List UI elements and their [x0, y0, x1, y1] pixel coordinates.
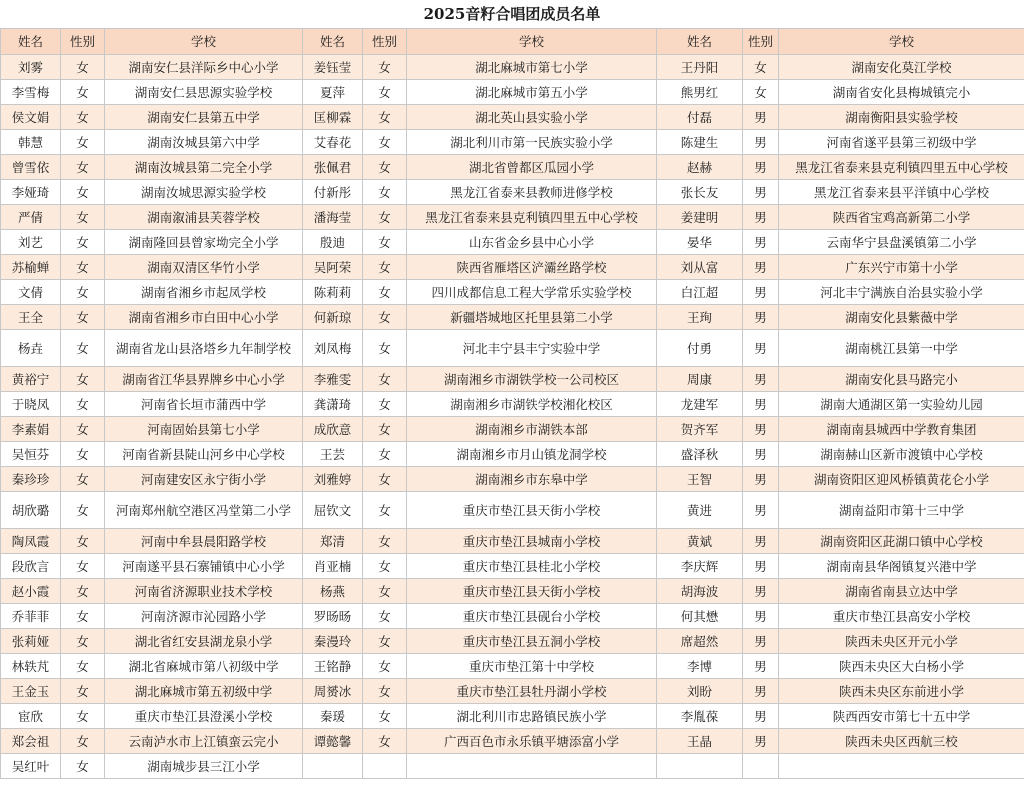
member-gender: 男: [743, 604, 779, 629]
member-name: 黄进: [657, 492, 743, 529]
table-row: [1, 492, 1024, 529]
member-gender: 女: [61, 417, 105, 442]
member-gender: 女: [363, 442, 407, 467]
member-school: 湖北省曾都区瓜园小学: [407, 155, 657, 180]
member-school: 重庆市垫江县砚台小学校: [407, 604, 657, 629]
member-school: 湖南双清区华竹小学: [105, 255, 303, 280]
member-gender: 男: [743, 442, 779, 467]
member-name: 韩慧: [1, 130, 61, 155]
member-gender: 男: [743, 155, 779, 180]
member-school: 湖南安仁县洋际乡中心小学: [105, 55, 303, 80]
member-name: 胡海波: [657, 579, 743, 604]
member-school: 陕西省雁塔区浐灞丝路学校: [407, 255, 657, 280]
member-name: 李娅琦: [1, 180, 61, 205]
member-school: 湖北利川市第一民族实验小学: [407, 130, 657, 155]
member-name: 李庆辉: [657, 554, 743, 579]
member-name: 王铭静: [303, 654, 363, 679]
member-gender: 女: [61, 255, 105, 280]
member-name: 付磊: [657, 105, 743, 130]
member-school: 河北丰宁满族自治县实验小学: [779, 280, 1024, 305]
member-gender: 女: [61, 230, 105, 255]
member-gender: 女: [61, 280, 105, 305]
member-gender: [743, 754, 779, 779]
member-name: 林轶芃: [1, 654, 61, 679]
member-gender: 女: [61, 180, 105, 205]
member-school: 湖南省南县立达中学: [779, 579, 1024, 604]
member-name: 张长友: [657, 180, 743, 205]
member-name: 成欣意: [303, 417, 363, 442]
member-name: 刘从富: [657, 255, 743, 280]
member-gender: 女: [61, 729, 105, 754]
member-school: 重庆市垫江第十中学校: [407, 654, 657, 679]
member-school: [407, 754, 657, 779]
member-school: 重庆市垫江县城南小学校: [407, 529, 657, 554]
member-name: 乔菲菲: [1, 604, 61, 629]
member-school: 陕西未央区西航三校: [779, 729, 1024, 754]
member-school: 湖南汝城县第六中学: [105, 130, 303, 155]
table-row: [1, 305, 1024, 330]
member-gender: 男: [743, 729, 779, 754]
member-name: 刘凤梅: [303, 330, 363, 367]
header-school: 学校: [105, 29, 303, 55]
member-gender: 男: [743, 230, 779, 255]
member-school: 湖北省麻城市第八初级中学: [105, 654, 303, 679]
member-gender: 女: [61, 654, 105, 679]
header-row: [1, 29, 1024, 55]
member-school: 湖南南县城西中学教育集团: [779, 417, 1024, 442]
member-gender: 女: [61, 579, 105, 604]
member-gender: 男: [743, 205, 779, 230]
member-name: 晏华: [657, 230, 743, 255]
member-name: 刘雾: [1, 55, 61, 80]
table-row: [1, 230, 1024, 255]
table-row: [1, 729, 1024, 754]
member-school: 湖南湘乡市东皋中学: [407, 467, 657, 492]
member-school: 河南济源市沁园路小学: [105, 604, 303, 629]
member-name: 李博: [657, 654, 743, 679]
member-name: 赵小霞: [1, 579, 61, 604]
member-school: 湖南衡阳县实验学校: [779, 105, 1024, 130]
member-school: 湖南安化县马路完小: [779, 367, 1024, 392]
member-name: 席超然: [657, 629, 743, 654]
table-row: [1, 604, 1024, 629]
member-name: 吴阿荣: [303, 255, 363, 280]
member-gender: 女: [363, 579, 407, 604]
member-school: 云南泸水市上江镇蛮云完小: [105, 729, 303, 754]
member-gender: 女: [363, 55, 407, 80]
member-gender: 女: [363, 205, 407, 230]
member-school: 河南省济源职业技术学校: [105, 579, 303, 604]
table-row: [1, 629, 1024, 654]
member-gender: 男: [743, 629, 779, 654]
member-gender: [363, 754, 407, 779]
member-gender: 女: [363, 80, 407, 105]
member-school: 湖南资阳区茈湖口镇中心学校: [779, 529, 1024, 554]
member-gender: 男: [743, 130, 779, 155]
member-school: 广东兴宁市第十小学: [779, 255, 1024, 280]
member-school: 重庆市垫江县牡丹湖小学校: [407, 679, 657, 704]
member-name: 秦漫玲: [303, 629, 363, 654]
member-gender: 女: [363, 155, 407, 180]
member-gender: 男: [743, 392, 779, 417]
member-school: 湖南湘乡市湖铁本部: [407, 417, 657, 442]
member-name: 贺齐军: [657, 417, 743, 442]
member-school: 河南省遂平县第三初级中学: [779, 130, 1024, 155]
member-name: 屈钦文: [303, 492, 363, 529]
table-row: [1, 180, 1024, 205]
member-school: 陕西西安市第七十五中学: [779, 704, 1024, 729]
member-gender: 男: [743, 417, 779, 442]
member-gender: 女: [61, 492, 105, 529]
sheet-title: 2025音籽合唱团成员名单: [0, 0, 1024, 29]
member-name: 刘雅婷: [303, 467, 363, 492]
member-gender: 女: [61, 679, 105, 704]
member-school: 重庆市垫江县天街小学校: [407, 579, 657, 604]
member-gender: 女: [363, 367, 407, 392]
table-row: [1, 330, 1024, 367]
member-school: 湖南隆回县曾家坳完全小学: [105, 230, 303, 255]
member-gender: 男: [743, 305, 779, 330]
member-school: [779, 754, 1024, 779]
member-school: 重庆市垫江县澄溪小学校: [105, 704, 303, 729]
member-gender: 女: [363, 629, 407, 654]
member-school: 湖南安化县紫薇中学: [779, 305, 1024, 330]
member-name: 罗旸旸: [303, 604, 363, 629]
member-gender: 男: [743, 654, 779, 679]
member-name: 何新琼: [303, 305, 363, 330]
member-school: 重庆市垫江县高安小学校: [779, 604, 1024, 629]
member-name: 李雅雯: [303, 367, 363, 392]
table-row: [1, 80, 1024, 105]
member-school: 陕西未央区东前进小学: [779, 679, 1024, 704]
member-name: 盛泽秋: [657, 442, 743, 467]
member-school: 湖南湘乡市湖铁学校一公司校区: [407, 367, 657, 392]
member-gender: 女: [363, 654, 407, 679]
member-name: 郑会祖: [1, 729, 61, 754]
member-name: 杨垚: [1, 330, 61, 367]
member-gender: 女: [363, 704, 407, 729]
member-name: 王全: [1, 305, 61, 330]
member-name: 周康: [657, 367, 743, 392]
member-school: 黑龙江省泰来县平洋镇中心学校: [779, 180, 1024, 205]
member-school: 河南省长垣市蒲西中学: [105, 392, 303, 417]
member-school: 湖南桃江县第一中学: [779, 330, 1024, 367]
member-name: 宦欣: [1, 704, 61, 729]
member-name: 陈莉莉: [303, 280, 363, 305]
table-row: [1, 579, 1024, 604]
member-gender: 女: [61, 80, 105, 105]
member-name: 苏榆蝉: [1, 255, 61, 280]
member-gender: 女: [363, 492, 407, 529]
member-name: 张莉娅: [1, 629, 61, 654]
member-gender: 女: [363, 417, 407, 442]
table-row: [1, 442, 1024, 467]
member-school: 河南中牟县晨阳路学校: [105, 529, 303, 554]
member-gender: 女: [61, 155, 105, 180]
member-school: 湖南资阳区迎风桥镇黄花仑小学: [779, 467, 1024, 492]
member-name: 秦珍珍: [1, 467, 61, 492]
member-school: 河南固始县第七小学: [105, 417, 303, 442]
member-gender: 女: [363, 554, 407, 579]
member-school: 湖北麻城市第五小学: [407, 80, 657, 105]
table-row: [1, 255, 1024, 280]
member-name: 何其懋: [657, 604, 743, 629]
member-school: 湖南湘乡市湖铁学校湘化校区: [407, 392, 657, 417]
member-name: 姜建明: [657, 205, 743, 230]
member-gender: 女: [61, 704, 105, 729]
table-row: [1, 392, 1024, 417]
member-school: 重庆市垫江县天街小学校: [407, 492, 657, 529]
member-gender: 女: [363, 392, 407, 417]
member-name: 曾雪依: [1, 155, 61, 180]
member-name: 吴恒芬: [1, 442, 61, 467]
member-name: 胡欣璐: [1, 492, 61, 529]
member-gender: 女: [61, 467, 105, 492]
member-school: 陕西未央区大白杨小学: [779, 654, 1024, 679]
member-name: 张佩君: [303, 155, 363, 180]
member-school: 广西百色市永乐镇平塘添富小学: [407, 729, 657, 754]
member-gender: 女: [363, 130, 407, 155]
member-school: 黑龙江省泰来县教师进修学校: [407, 180, 657, 205]
member-gender: 男: [743, 554, 779, 579]
member-gender: 男: [743, 679, 779, 704]
member-name: 杨燕: [303, 579, 363, 604]
member-gender: 女: [61, 604, 105, 629]
member-gender: 女: [61, 55, 105, 80]
member-school: 山东省金乡县中心小学: [407, 230, 657, 255]
member-gender: 女: [363, 729, 407, 754]
member-gender: 男: [743, 255, 779, 280]
member-name: 文倩: [1, 280, 61, 305]
member-name: 赵赫: [657, 155, 743, 180]
member-school: 湖南大通湖区第一实验幼儿园: [779, 392, 1024, 417]
member-gender: 男: [743, 280, 779, 305]
member-name: 王芸: [303, 442, 363, 467]
member-gender: 男: [743, 467, 779, 492]
member-school: 湖南省安化县梅城镇完小: [779, 80, 1024, 105]
table-row: [1, 679, 1024, 704]
member-name: 谭懿馨: [303, 729, 363, 754]
member-name: 龙建军: [657, 392, 743, 417]
member-name: 侯文娟: [1, 105, 61, 130]
member-name: 匡柳霖: [303, 105, 363, 130]
member-school: 湖南益阳市第十三中学: [779, 492, 1024, 529]
member-name: 黄斌: [657, 529, 743, 554]
roster-table: [0, 28, 1024, 779]
member-school: 湖南安化莫江学校: [779, 55, 1024, 80]
table-row: [1, 467, 1024, 492]
member-name: 吴红叶: [1, 754, 61, 779]
member-school: 黑龙江省泰来县克利镇四里五中心学校: [779, 155, 1024, 180]
member-gender: 女: [363, 604, 407, 629]
member-school: 河南郑州航空港区冯堂第二小学: [105, 492, 303, 529]
member-name: [657, 754, 743, 779]
member-name: 李胤葆: [657, 704, 743, 729]
member-school: 湖南汝城县第二完全小学: [105, 155, 303, 180]
member-gender: 女: [61, 205, 105, 230]
member-gender: 男: [743, 367, 779, 392]
member-school: 湖北利川市忠路镇民族小学: [407, 704, 657, 729]
member-gender: 男: [743, 330, 779, 367]
member-school: 黑龙江省泰来县克利镇四里五中心学校: [407, 205, 657, 230]
table-row: [1, 554, 1024, 579]
member-school: 湖北英山县实验小学: [407, 105, 657, 130]
member-name: 夏萍: [303, 80, 363, 105]
table-row: [1, 280, 1024, 305]
member-gender: 女: [61, 554, 105, 579]
header-gender: 性别: [743, 29, 779, 55]
member-school: 四川成都信息工程大学常乐实验学校: [407, 280, 657, 305]
member-gender: 女: [363, 679, 407, 704]
member-name: 艾春花: [303, 130, 363, 155]
member-school: 河南省新县陡山河乡中心学校: [105, 442, 303, 467]
header-name: 姓名: [657, 29, 743, 55]
member-name: 严倩: [1, 205, 61, 230]
member-gender: 男: [743, 704, 779, 729]
member-gender: 女: [61, 529, 105, 554]
member-name: 白江超: [657, 280, 743, 305]
table-row: [1, 105, 1024, 130]
member-gender: 女: [743, 80, 779, 105]
table-row: [1, 155, 1024, 180]
table-row: [1, 205, 1024, 230]
member-name: 王智: [657, 467, 743, 492]
member-gender: 女: [363, 305, 407, 330]
member-name: 陈建生: [657, 130, 743, 155]
member-school: 陕西未央区开元小学: [779, 629, 1024, 654]
member-school: 新疆塔城地区托里县第二小学: [407, 305, 657, 330]
member-name: 郑清: [303, 529, 363, 554]
member-gender: 女: [61, 105, 105, 130]
member-name: 李雪梅: [1, 80, 61, 105]
member-school: 湖南溆浦县芙蓉学校: [105, 205, 303, 230]
member-name: 李素娟: [1, 417, 61, 442]
member-name: 付新彤: [303, 180, 363, 205]
member-gender: 女: [363, 105, 407, 130]
table-row: [1, 654, 1024, 679]
member-school: 云南华宁县盘溪镇第二小学: [779, 230, 1024, 255]
member-name: 刘盼: [657, 679, 743, 704]
member-name: 黄裕宁: [1, 367, 61, 392]
member-name: 潘海莹: [303, 205, 363, 230]
member-gender: 女: [363, 255, 407, 280]
member-school: 湖北麻城市第七小学: [407, 55, 657, 80]
table-row: [1, 55, 1024, 80]
member-name: [303, 754, 363, 779]
member-school: 湖南省湘乡市起凤学校: [105, 280, 303, 305]
member-gender: 男: [743, 180, 779, 205]
member-gender: 女: [61, 330, 105, 367]
member-name: 秦瑗: [303, 704, 363, 729]
table-row: [1, 704, 1024, 729]
member-gender: 女: [363, 529, 407, 554]
member-gender: 女: [61, 392, 105, 417]
member-name: 王金玉: [1, 679, 61, 704]
member-name: 王丹阳: [657, 55, 743, 80]
member-school: 陕西省宝鸡高新第二小学: [779, 205, 1024, 230]
member-school: 湖南汝城思源实验学校: [105, 180, 303, 205]
member-gender: 女: [61, 367, 105, 392]
header-school: 学校: [407, 29, 657, 55]
member-school: 河南建安区永宁街小学: [105, 467, 303, 492]
member-name: 付勇: [657, 330, 743, 367]
table-row: [1, 417, 1024, 442]
member-gender: 女: [363, 280, 407, 305]
member-gender: 男: [743, 579, 779, 604]
member-school: 河南遂平县石寨铺镇中心小学: [105, 554, 303, 579]
member-name: 王珣: [657, 305, 743, 330]
member-gender: 女: [363, 180, 407, 205]
member-gender: 女: [363, 467, 407, 492]
header-name: 姓名: [1, 29, 61, 55]
member-school: 湖北麻城市第五初级中学: [105, 679, 303, 704]
member-gender: 女: [61, 754, 105, 779]
member-name: 周赟冰: [303, 679, 363, 704]
member-name: 于晓凤: [1, 392, 61, 417]
member-gender: 女: [61, 442, 105, 467]
member-name: 段欣言: [1, 554, 61, 579]
header-school: 学校: [779, 29, 1024, 55]
header-gender: 性别: [363, 29, 407, 55]
member-gender: 女: [61, 305, 105, 330]
member-name: 龚潇琦: [303, 392, 363, 417]
member-gender: 女: [743, 55, 779, 80]
member-school: 湖南赫山区新市渡镇中心学校: [779, 442, 1024, 467]
member-school: 湖南南县华阁镇复兴港中学: [779, 554, 1024, 579]
member-school: 湖南安仁县思源实验学校: [105, 80, 303, 105]
member-school: 湖南省湘乡市白田中心小学: [105, 305, 303, 330]
member-name: 熊男红: [657, 80, 743, 105]
member-school: 湖南安仁县第五中学: [105, 105, 303, 130]
member-school: 重庆市垫江县五洞小学校: [407, 629, 657, 654]
member-school: 湖南省江华县界牌乡中心小学: [105, 367, 303, 392]
member-name: 王晶: [657, 729, 743, 754]
table-row: [1, 130, 1024, 155]
roster-body: [1, 55, 1024, 779]
member-name: 姜钰莹: [303, 55, 363, 80]
member-gender: 男: [743, 492, 779, 529]
member-gender: 男: [743, 105, 779, 130]
header-name: 姓名: [303, 29, 363, 55]
member-school: 湖南城步县三江小学: [105, 754, 303, 779]
member-school: 湖南省龙山县洛塔乡九年制学校: [105, 330, 303, 367]
member-gender: 女: [61, 629, 105, 654]
member-school: 湖南湘乡市月山镇龙洞学校: [407, 442, 657, 467]
member-name: 殷迪: [303, 230, 363, 255]
member-gender: 女: [363, 230, 407, 255]
member-gender: 女: [363, 330, 407, 367]
member-school: 湖北省红安县湖龙泉小学: [105, 629, 303, 654]
member-gender: 女: [61, 130, 105, 155]
table-row: [1, 754, 1024, 779]
member-name: 肖亚楠: [303, 554, 363, 579]
header-gender: 性别: [61, 29, 105, 55]
member-name: 陶凤霞: [1, 529, 61, 554]
table-row: [1, 367, 1024, 392]
table-row: [1, 529, 1024, 554]
member-name: 刘艺: [1, 230, 61, 255]
member-gender: 男: [743, 529, 779, 554]
member-school: 河北丰宁县丰宁实验中学: [407, 330, 657, 367]
member-school: 重庆市垫江县桂北小学校: [407, 554, 657, 579]
